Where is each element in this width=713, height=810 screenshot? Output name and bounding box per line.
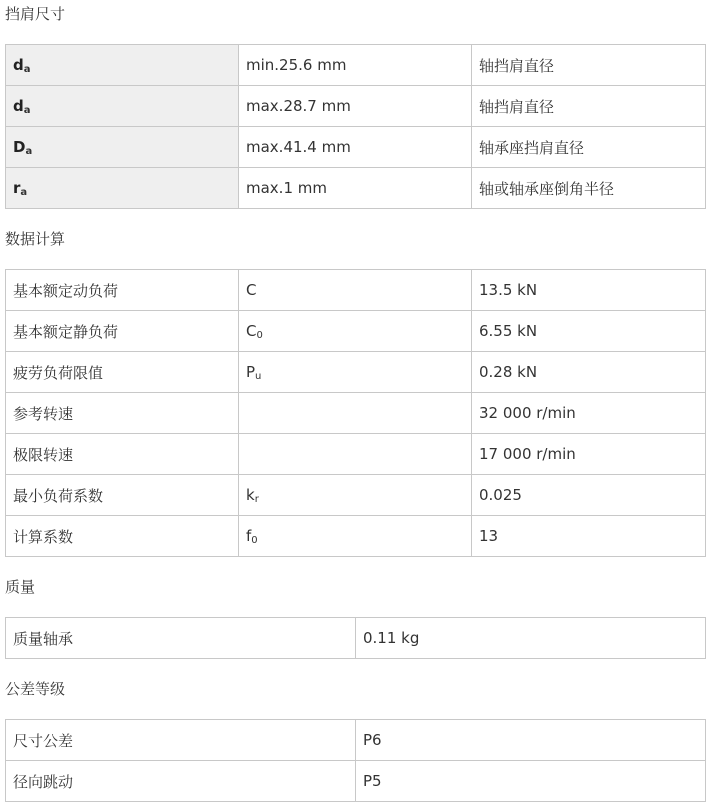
value-cell: 17 000 r/min (472, 434, 706, 475)
table-row (6, 434, 706, 475)
table-row (6, 618, 706, 659)
name-cell: 尺寸公差 (6, 720, 356, 761)
table-row (6, 475, 706, 516)
name-cell: 参考转速 (6, 393, 239, 434)
value-cell: 6.55 kN (472, 311, 706, 352)
description-cell: 轴挡肩直径 (472, 45, 706, 86)
shoulder-section-title: 挡肩尺寸 (5, 5, 66, 23)
value-cell: 13 (472, 516, 706, 557)
table-row (6, 45, 706, 86)
symbol-cell: Da (6, 127, 239, 168)
description-cell: 轴承座挡肩直径 (472, 127, 706, 168)
name-cell: 疲劳负荷限值 (6, 352, 239, 393)
symbol-cell: C0 (239, 311, 472, 352)
calc-table (5, 269, 706, 557)
name-cell: 基本额定静负荷 (6, 311, 239, 352)
value-cell: P6 (356, 720, 706, 761)
name-cell: 极限转速 (6, 434, 239, 475)
symbol-cell: Pu (239, 352, 472, 393)
value-cell: 0.28 kN (472, 352, 706, 393)
shoulder-table (5, 44, 706, 209)
symbol-cell: da (6, 45, 239, 86)
table-row (6, 761, 706, 802)
name-cell: 计算系数 (6, 516, 239, 557)
name-cell: 基本额定动负荷 (6, 270, 239, 311)
value-cell: 0.11 kg (356, 618, 706, 659)
symbol-cell: ra (6, 168, 239, 209)
name-cell: 径向跳动 (6, 761, 356, 802)
description-cell: 轴挡肩直径 (472, 86, 706, 127)
value-cell: 13.5 kN (472, 270, 706, 311)
value-cell: max.1 mm (239, 168, 472, 209)
table-row (6, 516, 706, 557)
name-cell: 最小负荷系数 (6, 475, 239, 516)
symbol-cell (239, 434, 472, 475)
table-row (6, 311, 706, 352)
value-cell: max.41.4 mm (239, 127, 472, 168)
mass-table (5, 617, 706, 659)
symbol-cell: C (239, 270, 472, 311)
value-cell: max.28.7 mm (239, 86, 472, 127)
name-cell: 质量轴承 (6, 618, 356, 659)
description-cell: 轴或轴承座倒角半径 (472, 168, 706, 209)
value-cell: 32 000 r/min (472, 393, 706, 434)
table-row (6, 127, 706, 168)
table-row (6, 86, 706, 127)
table-row (6, 393, 706, 434)
symbol-cell: kr (239, 475, 472, 516)
tolerance-table (5, 719, 706, 802)
calc-section-title: 数据计算 (5, 230, 66, 248)
symbol-cell: f0 (239, 516, 472, 557)
tolerance-section-title: 公差等级 (5, 680, 66, 698)
value-cell: 0.025 (472, 475, 706, 516)
table-row (6, 720, 706, 761)
mass-section-title: 质量 (5, 578, 36, 596)
table-row (6, 270, 706, 311)
symbol-cell (239, 393, 472, 434)
value-cell: min.25.6 mm (239, 45, 472, 86)
value-cell: P5 (356, 761, 706, 802)
table-row (6, 168, 706, 209)
table-row (6, 352, 706, 393)
symbol-cell: da (6, 86, 239, 127)
